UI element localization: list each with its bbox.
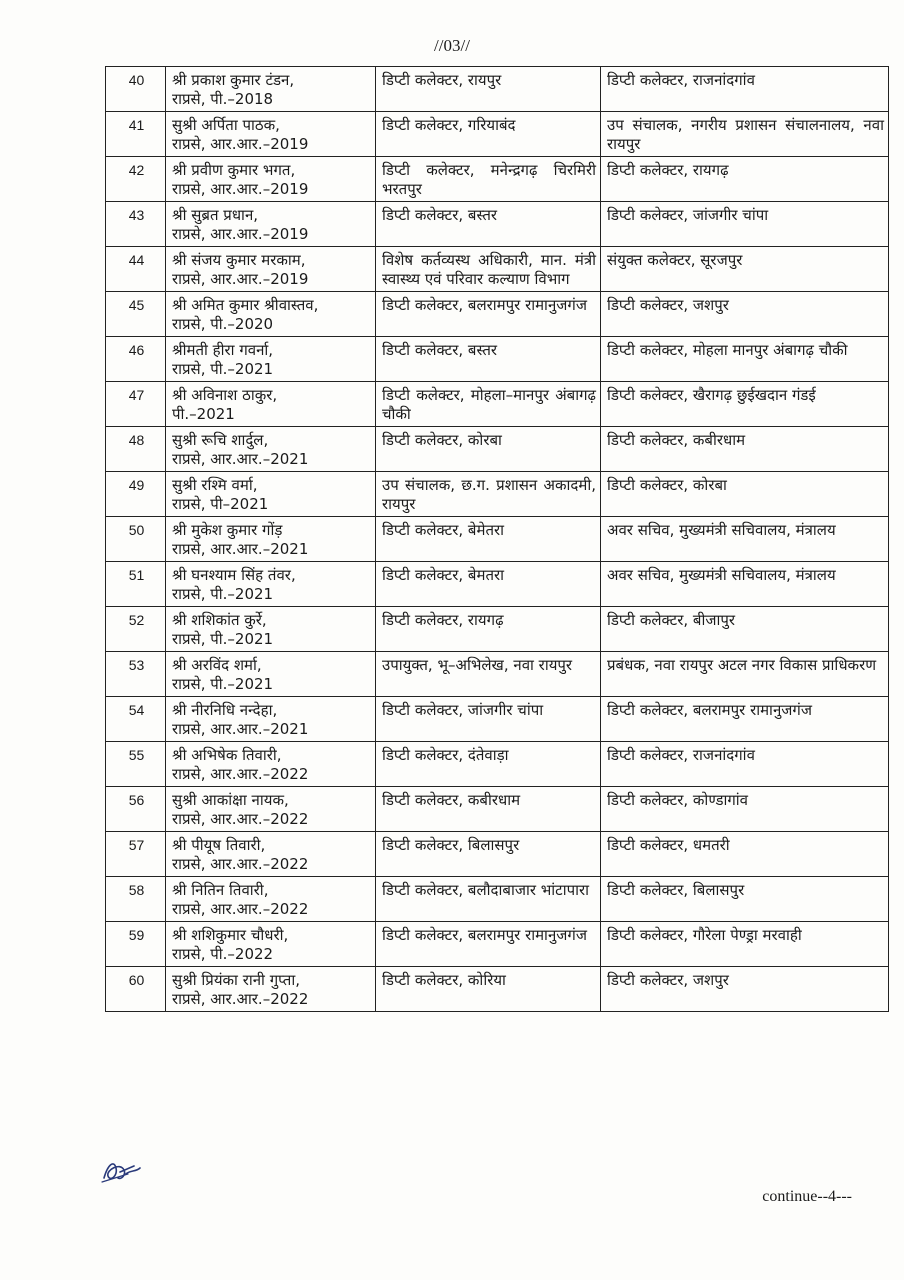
new-posting: डिप्टी कलेक्टर, राजनांदगांव	[601, 742, 889, 787]
officer-service: पी.–2021	[172, 405, 235, 423]
new-posting: अवर सचिव, मुख्यमंत्री सचिवालय, मंत्रालय	[601, 517, 889, 562]
officer-name: श्री पीयूष तिवारी,	[172, 836, 266, 854]
officer-service: राप्रसे, आर.आर.–2021	[172, 720, 309, 738]
table-row	[106, 922, 889, 967]
signature-icon	[98, 1152, 146, 1188]
table-row	[106, 697, 889, 742]
table-row	[106, 337, 889, 382]
table-row	[106, 292, 889, 337]
serial-number: 50	[106, 517, 166, 562]
current-posting: डिप्टी कलेक्टर, बेमतरा	[376, 562, 601, 607]
officer-service: राप्रसे, पी–2021	[172, 495, 269, 513]
officer-service: राप्रसे, पी.–2022	[172, 945, 274, 963]
serial-number: 47	[106, 382, 166, 427]
serial-number: 54	[106, 697, 166, 742]
current-posting: डिप्टी कलेक्टर, बस्तर	[376, 337, 601, 382]
current-posting: उपायुक्त, भू–अभिलेख, नवा रायपुर	[376, 652, 601, 697]
current-posting: डिप्टी कलेक्टर, मोहला–मानपुर अंबागढ़ चौकी	[376, 382, 601, 427]
officer-name: सुश्री रश्मि वर्मा,	[172, 476, 258, 494]
table-row	[106, 967, 889, 1012]
current-posting: डिप्टी कलेक्टर, बेमेतरा	[376, 517, 601, 562]
serial-number: 40	[106, 67, 166, 112]
new-posting: संयुक्त कलेक्टर, सूरजपुर	[601, 247, 889, 292]
serial-number: 49	[106, 472, 166, 517]
officer-name: श्री अरविंद शर्मा,	[172, 656, 262, 674]
table-row	[106, 517, 889, 562]
new-posting: डिप्टी कलेक्टर, धमतरी	[601, 832, 889, 877]
serial-number: 53	[106, 652, 166, 697]
current-posting: डिप्टी कलेक्टर, गरियाबंद	[376, 112, 601, 157]
serial-number: 48	[106, 427, 166, 472]
officer-cell	[166, 202, 376, 247]
officer-service: राप्रसे, आर.आर.–2019	[172, 135, 309, 153]
officer-cell	[166, 112, 376, 157]
officer-cell	[166, 562, 376, 607]
officer-name: श्री संजय कुमार मरकाम,	[172, 251, 306, 269]
officer-name: श्री शशिकुमार चौधरी,	[172, 926, 289, 944]
officer-cell	[166, 832, 376, 877]
officer-name: श्री प्रकाश कुमार टंडन,	[172, 71, 295, 89]
table-row	[106, 607, 889, 652]
table-row	[106, 877, 889, 922]
officer-service: राप्रसे, आर.आर.–2021	[172, 450, 309, 468]
new-posting: डिप्टी कलेक्टर, राजनांदगांव	[601, 67, 889, 112]
officer-service: राप्रसे, आर.आर.–2019	[172, 225, 309, 243]
officer-name: सुश्री अर्पिता पाठक,	[172, 116, 280, 134]
serial-number: 59	[106, 922, 166, 967]
officer-cell	[166, 337, 376, 382]
officer-cell	[166, 67, 376, 112]
officer-cell	[166, 652, 376, 697]
current-posting: डिप्टी कलेक्टर, बलरामपुर रामानुजगंज	[376, 922, 601, 967]
serial-number: 60	[106, 967, 166, 1012]
officer-cell	[166, 742, 376, 787]
new-posting: उप संचालक, नगरीय प्रशासन संचालनालय, नवा रायपुर	[601, 112, 889, 157]
officer-name: सुश्री आकांक्षा नायक,	[172, 791, 289, 809]
officer-service: राप्रसे, आर.आर.–2022	[172, 810, 309, 828]
current-posting: डिप्टी कलेक्टर, कोरबा	[376, 427, 601, 472]
table-row	[106, 112, 889, 157]
current-posting: डिप्टी कलेक्टर, मनेन्द्रगढ़ चिरमिरी भरतपुर	[376, 157, 601, 202]
current-posting: डिप्टी कलेक्टर, बलौदाबाजार भांटापारा	[376, 877, 601, 922]
current-posting: डिप्टी कलेक्टर, बस्तर	[376, 202, 601, 247]
officer-cell	[166, 247, 376, 292]
officer-service: राप्रसे, पी.–2021	[172, 360, 274, 378]
new-posting: डिप्टी कलेक्टर, बिलासपुर	[601, 877, 889, 922]
new-posting: डिप्टी कलेक्टर, खैरागढ़ छुईखदान गंडई	[601, 382, 889, 427]
officer-service: राप्रसे, आर.आर.–2022	[172, 990, 309, 1008]
serial-number: 43	[106, 202, 166, 247]
officer-cell	[166, 967, 376, 1012]
officer-service: राप्रसे, आर.आर.–2022	[172, 855, 309, 873]
officer-cell	[166, 382, 376, 427]
current-posting: डिप्टी कलेक्टर, कबीरधाम	[376, 787, 601, 832]
new-posting: डिप्टी कलेक्टर, बलरामपुर रामानुजगंज	[601, 697, 889, 742]
officer-name: सुश्री प्रियंका रानी गुप्ता,	[172, 971, 300, 989]
officer-service: राप्रसे, पी.–2021	[172, 675, 274, 693]
table-row	[106, 832, 889, 877]
officer-name: श्रीमती हीरा गवर्ना,	[172, 341, 274, 359]
serial-number: 52	[106, 607, 166, 652]
officer-name: श्री घनश्याम सिंह तंवर,	[172, 566, 296, 584]
officer-name: श्री अभिषेक तिवारी,	[172, 746, 282, 764]
current-posting: डिप्टी कलेक्टर, रायपुर	[376, 67, 601, 112]
officer-name: श्री नीरनिधि नन्देहा,	[172, 701, 278, 719]
new-posting: डिप्टी कलेक्टर, जशपुर	[601, 967, 889, 1012]
new-posting: डिप्टी कलेक्टर, जांजगीर चांपा	[601, 202, 889, 247]
officer-cell	[166, 697, 376, 742]
table-row	[106, 742, 889, 787]
serial-number: 44	[106, 247, 166, 292]
current-posting: डिप्टी कलेक्टर, जांजगीर चांपा	[376, 697, 601, 742]
officer-cell	[166, 157, 376, 202]
table-row	[106, 787, 889, 832]
serial-number: 41	[106, 112, 166, 157]
serial-number: 57	[106, 832, 166, 877]
officer-service: राप्रसे, पी.–2020	[172, 315, 274, 333]
officer-service: राप्रसे, आर.आर.–2022	[172, 765, 309, 783]
new-posting: डिप्टी कलेक्टर, कोण्डागांव	[601, 787, 889, 832]
new-posting: अवर सचिव, मुख्यमंत्री सचिवालय, मंत्रालय	[601, 562, 889, 607]
officer-name: श्री प्रवीण कुमार भगत,	[172, 161, 296, 179]
table-row	[106, 247, 889, 292]
officer-cell	[166, 787, 376, 832]
officer-name: सुश्री रूचि शार्दुल,	[172, 431, 269, 449]
page-number: //03//	[434, 36, 470, 55]
table-row	[106, 382, 889, 427]
serial-number: 55	[106, 742, 166, 787]
officer-cell	[166, 292, 376, 337]
table-body	[106, 67, 889, 1012]
serial-number: 58	[106, 877, 166, 922]
officer-cell	[166, 922, 376, 967]
table-row	[106, 562, 889, 607]
officer-cell	[166, 427, 376, 472]
table-row	[106, 472, 889, 517]
new-posting: डिप्टी कलेक्टर, गौरेला पेण्ड्रा मरवाही	[601, 922, 889, 967]
new-posting: डिप्टी कलेक्टर, बीजापुर	[601, 607, 889, 652]
officer-service: राप्रसे, आर.आर.–2021	[172, 540, 309, 558]
new-posting: डिप्टी कलेक्टर, कोरबा	[601, 472, 889, 517]
officer-name: श्री मुकेश कुमार गोंड़	[172, 521, 283, 539]
officer-service: राप्रसे, आर.आर.–2022	[172, 900, 309, 918]
table-row	[106, 202, 889, 247]
serial-number: 45	[106, 292, 166, 337]
current-posting: विशेष कर्तव्यस्थ अधिकारी, मान. मंत्री स्वास्थ्य एवं परिवार कल्याण विभाग	[376, 247, 601, 292]
officer-service: राप्रसे, आर.आर.–2019	[172, 270, 309, 288]
current-posting: डिप्टी कलेक्टर, रायगढ़	[376, 607, 601, 652]
current-posting: डिप्टी कलेक्टर, कोरिया	[376, 967, 601, 1012]
serial-number: 42	[106, 157, 166, 202]
officer-service: राप्रसे, आर.आर.–2019	[172, 180, 309, 198]
current-posting: डिप्टी कलेक्टर, बिलासपुर	[376, 832, 601, 877]
officer-name: श्री नितिन तिवारी,	[172, 881, 269, 899]
officer-name: श्री अमित कुमार श्रीवास्तव,	[172, 296, 319, 314]
officer-cell	[166, 877, 376, 922]
new-posting: डिप्टी कलेक्टर, रायगढ़	[601, 157, 889, 202]
officer-cell	[166, 517, 376, 562]
officer-service: राप्रसे, पी.–2021	[172, 630, 274, 648]
officer-name: श्री सुब्रत प्रधान,	[172, 206, 259, 224]
officer-name: श्री शशिकांत कुर्रे,	[172, 611, 267, 629]
continue-note: continue--4---	[762, 1188, 852, 1205]
table-row	[106, 67, 889, 112]
current-posting: डिप्टी कलेक्टर, बलरामपुर रामानुजगंज	[376, 292, 601, 337]
current-posting: उप संचालक, छ.ग. प्रशासन अकादमी, रायपुर	[376, 472, 601, 517]
serial-number: 56	[106, 787, 166, 832]
table-row	[106, 652, 889, 697]
officer-cell	[166, 472, 376, 517]
serial-number: 51	[106, 562, 166, 607]
serial-number: 46	[106, 337, 166, 382]
officer-cell	[166, 607, 376, 652]
new-posting: प्रबंधक, नवा रायपुर अटल नगर विकास प्राधिकरण	[601, 652, 889, 697]
new-posting: डिप्टी कलेक्टर, मोहला मानपुर अंबागढ़ चौकी	[601, 337, 889, 382]
officer-service: राप्रसे, पी.–2021	[172, 585, 274, 603]
new-posting: डिप्टी कलेक्टर, जशपुर	[601, 292, 889, 337]
transfer-table	[105, 66, 889, 1012]
officer-service: राप्रसे, पी.–2018	[172, 90, 274, 108]
current-posting: डिप्टी कलेक्टर, दंतेवाड़ा	[376, 742, 601, 787]
officer-name: श्री अविनाश ठाकुर,	[172, 386, 278, 404]
table-row	[106, 157, 889, 202]
new-posting: डिप्टी कलेक्टर, कबीरधाम	[601, 427, 889, 472]
table-row	[106, 427, 889, 472]
